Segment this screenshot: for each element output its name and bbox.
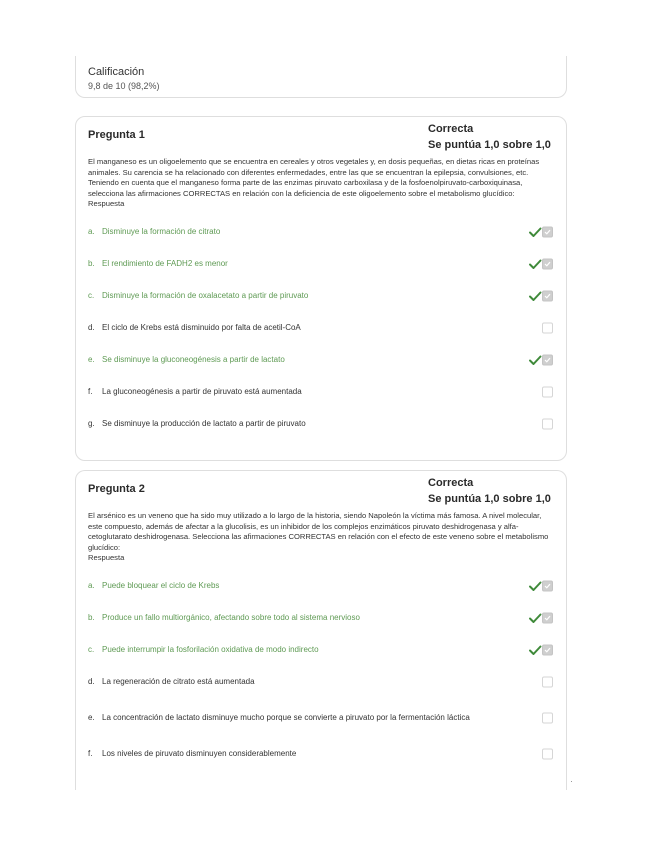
option-letter: d. (88, 677, 95, 687)
question-status (428, 121, 551, 153)
answer-checkbox[interactable] (542, 612, 553, 623)
answer-option[interactable] (76, 216, 566, 248)
correct-check-icon (528, 611, 542, 625)
status-label: Correcta (428, 477, 474, 489)
answer-option[interactable] (76, 408, 566, 440)
checkbox-tick-icon (544, 646, 551, 653)
answer-checkbox[interactable] (542, 354, 553, 365)
answer-option[interactable] (76, 602, 566, 634)
option-letter: g. (88, 419, 95, 429)
checkbox-tick-icon (544, 260, 551, 267)
answer-checkbox[interactable] (542, 748, 553, 759)
option-text: Puede bloquear el ciclo de Krebs (102, 581, 220, 591)
option-letter: e. (88, 712, 95, 722)
answer-option[interactable] (76, 570, 566, 602)
option-text: Disminuye la formación de citrato (102, 227, 221, 237)
option-text: Puede interrumpir la fosforilación oxidativa de modo indirecto (102, 645, 319, 655)
grade-summary (75, 56, 567, 98)
question-text (88, 157, 554, 210)
question-title: Pregunta 2 (88, 483, 145, 495)
option-text: Los niveles de piruvato disminuyen considerablemente (102, 749, 297, 759)
answer-option[interactable] (76, 280, 566, 312)
option-letter: b. (88, 259, 95, 269)
correct-check-icon (528, 643, 542, 657)
answer-checkbox[interactable] (542, 386, 553, 397)
question-body: El manganeso es un oligoelemento que se encuentra en cereales y otros vegetales y, en dosis pequeñas, en dietas ricas en proteínas animales. Su carencia se ha relacionado con diferentes enfermedades, entre las que se encuentran la epilepsia, convulsiones, etc. Teniendo en cuenta que el manganeso forma parte de las enzimas piruvato carboxilasa y de la fosfoenolpiruvato-carboxiquinasa, selecciona las afirmaciones CORRECTAS en relación con la deficiencia de este oligoelemento sobre el metabolismo glucídico: (88, 157, 540, 198)
answer-option[interactable] (76, 344, 566, 376)
answer-options (76, 570, 566, 770)
answer-checkbox[interactable] (542, 226, 553, 237)
option-letter: a. (88, 227, 95, 237)
response-label: Respuesta (88, 199, 125, 209)
answer-checkbox[interactable] (542, 418, 553, 429)
answer-option[interactable] (76, 312, 566, 344)
answer-option[interactable] (76, 666, 566, 698)
option-text: Se disminuye la producción de lactato a partir de piruvato (102, 419, 306, 429)
checkbox-tick-icon (544, 582, 551, 589)
checkbox-tick-icon (544, 292, 551, 299)
option-letter: d. (88, 323, 95, 333)
correct-check-icon (528, 257, 542, 271)
answer-option[interactable] (76, 738, 566, 770)
answer-checkbox[interactable] (542, 580, 553, 591)
question-body: El arsénico es un veneno que ha sido muy utilizado a lo largo de la historia, siendo Napoleón la víctima más famosa. A nivel molecular, este compuesto, además de afectar a la glucolisis, es un inhibidor de los complejos enzimáticos piruvato deshidrogenasa y alfa-cetoglutarato deshidrogenasa. Selecciona las afirmaciones CORRECTAS en relación con el efecto de este veneno sobre el metabolismo glucídico: (88, 511, 549, 552)
option-text: La regeneración de citrato está aumentada (102, 677, 255, 687)
answer-checkbox[interactable] (542, 676, 553, 687)
option-text: Se disminuye la gluconeogénesis a partir de lactato (102, 355, 285, 365)
correct-check-icon (528, 225, 542, 239)
option-text: El ciclo de Krebs está disminuido por falta de acetil-CoA (102, 323, 301, 333)
answer-checkbox[interactable] (542, 290, 553, 301)
option-text: La gluconeogénesis a partir de piruvato está aumentada (102, 387, 302, 397)
option-letter: f. (88, 387, 93, 397)
answer-checkbox[interactable] (542, 322, 553, 333)
answer-option[interactable] (76, 634, 566, 666)
option-text: Disminuye la formación de oxalacetato a partir de piruvato (102, 291, 309, 301)
question-title: Pregunta 1 (88, 129, 145, 141)
option-text: El rendimiento de FADH2 es menor (102, 259, 228, 269)
correct-check-icon (528, 579, 542, 593)
grade-value: 9,8 de 10 (98,2%) (88, 81, 160, 91)
answer-option[interactable] (76, 248, 566, 280)
option-letter: f. (88, 749, 93, 759)
question-header (76, 471, 566, 511)
question-text (88, 511, 554, 564)
question-header (76, 117, 566, 157)
status-label: Correcta (428, 123, 474, 135)
checkbox-tick-icon (544, 228, 551, 235)
score-label: Se puntúa 1,0 sobre 1,0 (428, 493, 551, 505)
answer-option[interactable] (76, 698, 566, 738)
option-letter: a. (88, 581, 95, 591)
question-card-1 (75, 116, 567, 461)
correct-check-icon (528, 289, 542, 303)
option-letter: c. (88, 291, 95, 301)
question-card-2 (75, 470, 567, 790)
option-letter: e. (88, 355, 95, 365)
response-label: Respuesta (88, 553, 125, 563)
answer-checkbox[interactable] (542, 644, 553, 655)
grade-label: Calificación (88, 66, 145, 78)
option-text: La concentración de lactato disminuye mucho porque se convierte a piruvato por la fermentación láctica (102, 712, 470, 722)
answer-checkbox[interactable] (542, 258, 553, 269)
option-letter: c. (88, 645, 95, 655)
option-text: Produce un fallo multiorgánico, afectando sobre todo al sistema nervioso (102, 613, 360, 623)
score-label: Se puntúa 1,0 sobre 1,0 (428, 139, 551, 151)
question-status (428, 475, 551, 507)
answer-checkbox[interactable] (542, 712, 553, 723)
checkbox-tick-icon (544, 614, 551, 621)
answer-option[interactable] (76, 376, 566, 408)
stray-dot (571, 781, 572, 782)
checkbox-tick-icon (544, 356, 551, 363)
answer-options (76, 216, 566, 440)
correct-check-icon (528, 353, 542, 367)
option-letter: b. (88, 613, 95, 623)
